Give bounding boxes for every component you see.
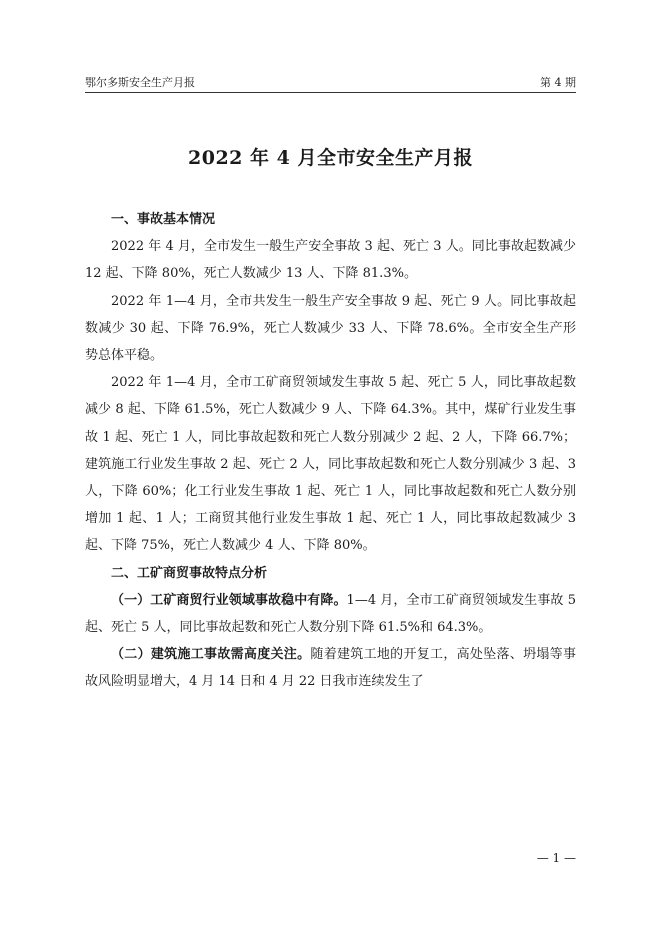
paragraph-april-summary: 2022 年 4 月，全市发生一般生产安全事故 3 起、死亡 3 人。同比事故起数减少 12 起、下降 80%，死亡人数减少 13 人、下降 81.3%。 [85,239,576,282]
document-title: 2022 年 4 月全市安全生产月报 [188,147,473,169]
section-heading-2: 二、工矿商贸事故特点分析 [111,565,268,581]
paragraph-trend-2-body: 随着建筑工地的开复工，高处坠落、坍塌等事故风险明显增大，4 月 14 日和 4 月 22 日我市连续发生了 [85,647,576,690]
paragraph-trend-2 [85,641,576,695]
paragraph-jan-apr-summary: 2022 年 1—4 月，全市共发生一般生产安全事故 9 起、死亡 9 人。同比事故起数减少 30 起、下降 76.9%，死亡人数减少 33 人、下降 78.6%。全市安全生产形势总体平稳。 [85,293,576,364]
paragraph-industry-breakdown: 2022 年 1—4 月，全市工矿商贸领域发生事故 5 起、死亡 5 人，同比事故起数减少 8 起、下降 61.5%，死亡人数减少 9 人、下降 64.3%。其中，煤矿行业发生事故 1 起、死亡 1 人，同比事故起数和死亡人数分别减少 2 起、2 人，下降 66.7%；建筑施工行业发生事故 2 起、死亡 2 人，同比事故起数和死亡人数分别减少 3 起、3 人，下降 60%；化工行业发生事故 1 起、死亡 1 人，同比事故起数和死亡人数分别增加 1 起、1 人；工商贸其他行业发生事故 1 起、死亡 1 人，同比事故起数减少 3 起、下降 75%，死亡人数减少 4 人、下降 80%。 [85,375,576,554]
document-body [85,206,576,696]
paragraph-trend-1-body: 1—4 月，全市工矿商贸领域发生事故 5 起、死亡 5 人，同比事故起数和死亡人数分别下降 61.5%和 64.3%。 [85,592,576,636]
running-header [85,72,576,93]
section-heading-1: 一、事故基本情况 [111,212,216,227]
header-publication-name: 鄂尔多斯安全生产月报 [85,76,195,89]
page-number: — 1 — [536,851,576,865]
header-issue-number: 第 4 期 [540,76,576,89]
paragraph-trend-2-lead: （二）建筑施工事故需高度关注。 [111,647,311,663]
paragraph-trend-1-lead: （一）工矿商贸行业领域事故稳中有降。 [111,592,347,608]
paragraph-trend-1 [85,587,576,641]
